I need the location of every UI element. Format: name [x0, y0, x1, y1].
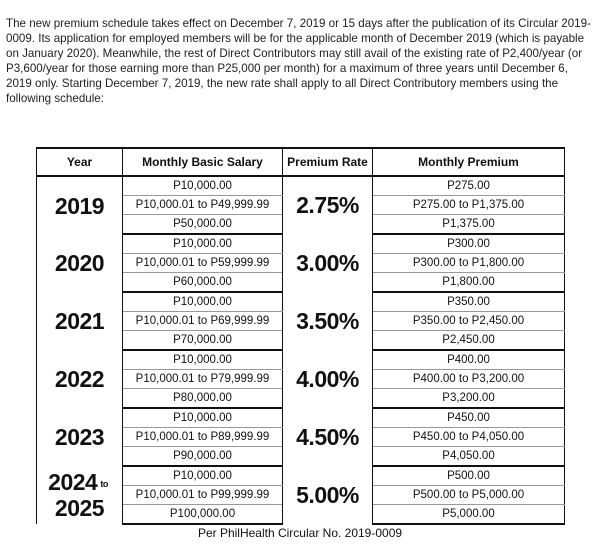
- premium-max: P1,375.00: [373, 215, 565, 235]
- salary-max: P100,000.00: [123, 505, 283, 525]
- salary-min: P10,000.00: [123, 234, 283, 254]
- premium-max: P2,450.00: [373, 331, 565, 351]
- premium-range: P275.00 to P1,375.00: [373, 196, 565, 215]
- table-header-row: [37, 148, 565, 176]
- premium-max: P1,800.00: [373, 273, 565, 293]
- premium-schedule-table: [36, 147, 565, 525]
- premium-range: P300.00 to P1,800.00: [373, 254, 565, 273]
- premium-range: P400.00 to P3,200.00: [373, 370, 565, 389]
- salary-range: P10,000.01 to P99,999.99: [123, 486, 283, 505]
- salary-max: P80,000.00: [123, 389, 283, 409]
- salary-min: P10,000.00: [123, 408, 283, 428]
- table-row: [37, 234, 565, 254]
- premium-rate-cell: 4.50%: [283, 408, 373, 466]
- header-premium-rate: Premium Rate: [283, 148, 373, 176]
- header-monthly-premium: Monthly Premium: [373, 148, 565, 176]
- table-row: [37, 350, 565, 370]
- header-monthly-basic-salary: Monthly Basic Salary: [123, 148, 283, 176]
- year-cell: [37, 466, 123, 524]
- year-cell: 2023: [37, 408, 123, 466]
- table-row: [37, 466, 565, 486]
- premium-range: P500.00 to P5,000.00: [373, 486, 565, 505]
- premium-min: P300.00: [373, 234, 565, 254]
- salary-min: P10,000.00: [123, 292, 283, 312]
- premium-rate-cell: 3.50%: [283, 292, 373, 350]
- salary-range: P10,000.01 to P49,999.99: [123, 196, 283, 215]
- table-row: [37, 408, 565, 428]
- year-to-label: to: [100, 478, 108, 489]
- premium-rate-cell: 2.75%: [283, 176, 373, 234]
- salary-max: P60,000.00: [123, 273, 283, 293]
- year-end: 2025: [54, 494, 105, 521]
- premium-min: P500.00: [373, 466, 565, 486]
- premium-min: P450.00: [373, 408, 565, 428]
- table-row: [37, 292, 565, 312]
- salary-min: P10,000.00: [123, 466, 283, 486]
- year-cell: 2020: [37, 234, 123, 292]
- premium-min: P400.00: [373, 350, 565, 370]
- intro-paragraph: The new premium schedule takes effect on December 7, 2019 or 15 days after the publication of its Circular 2019-0009. Its application for employed members will be for the applicable month of December 2019 (which is payable on January 2020). Meanwhile, the rest of Direct Contributors may still avail of the existing rate of P2,400/year (or P3,600/year for those earning more than P25,000 per month) for a maximum of three years until December 6, 2019 only. Starting December 7, 2019, the new rate shall apply to all Direct Contributory members using the following schedule:: [6, 16, 591, 105]
- premium-min: P275.00: [373, 176, 565, 196]
- premium-max: P3,200.00: [373, 389, 565, 409]
- salary-max: P90,000.00: [123, 447, 283, 467]
- premium-max: P5,000.00: [373, 505, 565, 525]
- year-cell: 2022: [37, 350, 123, 408]
- source-caption: Per PhilHealth Circular No. 2019-0009: [197, 526, 403, 540]
- table-row: [37, 176, 565, 196]
- salary-min: P10,000.00: [123, 176, 283, 196]
- salary-min: P10,000.00: [123, 350, 283, 370]
- premium-rate-cell: 5.00%: [283, 466, 373, 524]
- premium-range: P450.00 to P4,050.00: [373, 428, 565, 447]
- salary-range: P10,000.01 to P79,999.99: [123, 370, 283, 389]
- salary-range: P10,000.01 to P69,999.99: [123, 312, 283, 331]
- salary-max: P70,000.00: [123, 331, 283, 351]
- premium-min: P350.00: [373, 292, 565, 312]
- salary-max: P50,000.00: [123, 215, 283, 235]
- year-cell: 2019: [37, 176, 123, 234]
- year-start: 2024: [48, 469, 98, 496]
- premium-max: P4,050.00: [373, 447, 565, 467]
- premium-range: P350.00 to P2,450.00: [373, 312, 565, 331]
- premium-rate-cell: 3.00%: [283, 234, 373, 292]
- year-cell: 2021: [37, 292, 123, 350]
- premium-rate-cell: 4.00%: [283, 350, 373, 408]
- salary-range: P10,000.01 to P59,999.99: [123, 254, 283, 273]
- salary-range: P10,000.01 to P89,999.99: [123, 428, 283, 447]
- header-year: Year: [37, 148, 123, 176]
